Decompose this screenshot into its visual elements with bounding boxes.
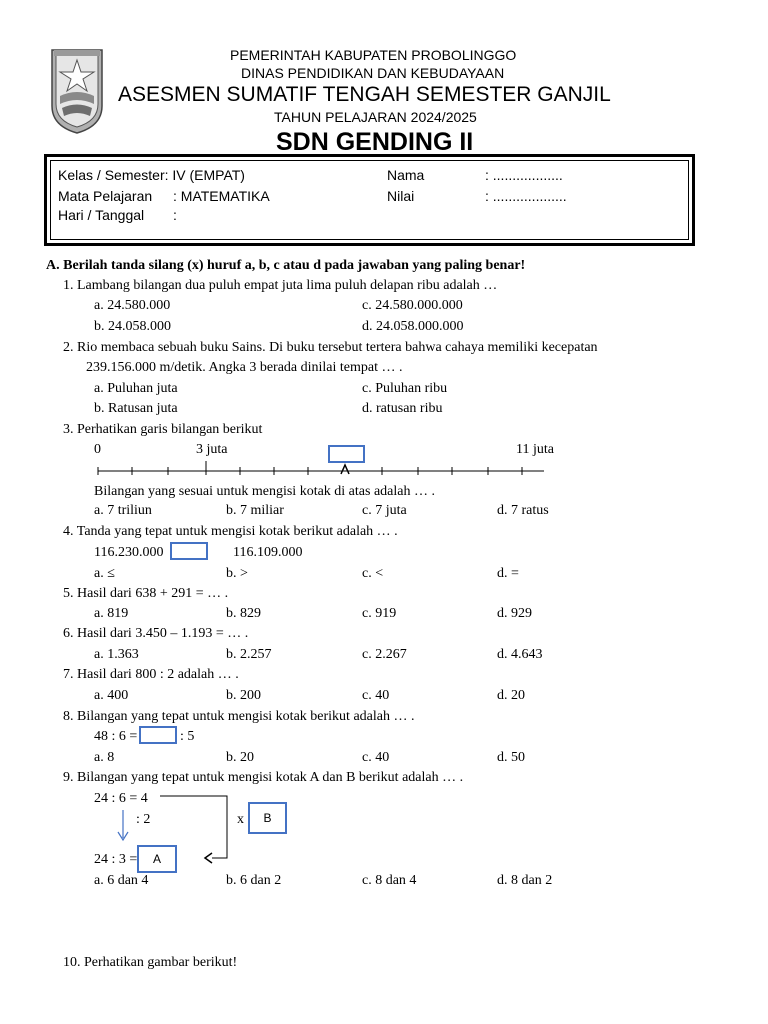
q7-option-a: a. 400 — [94, 688, 129, 703]
q9-equation-1: 24 : 6 = 4 — [94, 791, 148, 806]
q9-text: 9. Bilangan yang tepat untuk mengisi kotak A dan B berikut adalah … . — [63, 770, 464, 785]
q4-left-number: 116.230.000 — [94, 545, 164, 560]
q5-option-b: b. 829 — [226, 606, 261, 621]
q8-option-d: d. 50 — [497, 750, 525, 765]
q9-divide-label: : 2 — [136, 812, 151, 827]
q3-option-a: a. 7 triliun — [94, 503, 152, 518]
q3-option-d: d. 7 ratus — [497, 503, 549, 518]
q8-left: 48 : 6 = — [94, 729, 138, 744]
q1-option-d: d. 24.058.000.000 — [362, 319, 464, 334]
q10-text: 10. Perhatikan gambar berikut! — [63, 955, 238, 970]
q4-option-d: d. = — [497, 566, 519, 581]
academic-year: TAHUN PELAJARAN 2024/2025 — [274, 109, 477, 125]
q7-option-c: c. 40 — [362, 688, 390, 703]
q3-question: Bilangan yang sesuai untuk mengisi kotak di atas adalah … . — [94, 484, 435, 499]
q5-option-d: d. 929 — [497, 606, 532, 621]
exam-title: ASESMEN SUMATIF TENGAH SEMESTER GANJIL — [118, 83, 611, 106]
q8-option-c: c. 40 — [362, 750, 390, 765]
q7-text: 7. Hasil dari 800 : 2 adalah … . — [63, 667, 239, 682]
q9-option-b: b. 6 dan 2 — [226, 873, 282, 888]
section-a-instruction: A. Berilah tanda silang (x) huruf a, b, c atau d pada jawaban yang paling benar! — [46, 258, 526, 273]
q8-option-a: a. 8 — [94, 750, 115, 765]
number-line-label-11-juta: 11 juta — [516, 442, 554, 457]
score-value: : ................... — [485, 188, 567, 204]
q3-text: 3. Perhatikan garis bilangan berikut — [63, 422, 263, 437]
q6-option-a: a. 1.363 — [94, 647, 139, 662]
header-department: DINAS PENDIDIKAN DAN KEBUDAYAAN — [241, 65, 505, 81]
q3-option-c: c. 7 juta — [362, 503, 407, 518]
q6-option-b: b. 2.257 — [226, 647, 272, 662]
q6-text: 6. Hasil dari 3.450 – 1.193 = … . — [63, 626, 249, 641]
q8-text: 8. Bilangan yang tepat untuk mengisi kotak berikut adalah … . — [63, 709, 415, 724]
q4-right-number: 116.109.000 — [233, 545, 303, 560]
q5-option-c: c. 919 — [362, 606, 397, 621]
subject-label: Mata Pelajaran — [58, 188, 153, 204]
q4-option-b: b. > — [226, 566, 248, 581]
q9-option-c: c. 8 dan 4 — [362, 873, 417, 888]
q9-times-label: x — [237, 812, 244, 827]
q2-text-line2: 239.156.000 m/detik. Angka 3 berada dinilai tempat … . — [86, 360, 403, 375]
q8-option-b: b. 20 — [226, 750, 254, 765]
q9-option-a: a. 6 dan 4 — [94, 873, 149, 888]
q4-text: 4. Tanda yang tepat untuk mengisi kotak berikut adalah … . — [63, 524, 398, 539]
score-label: Nilai — [387, 188, 415, 204]
q1-option-c: c. 24.580.000.000 — [362, 298, 463, 313]
q2-option-c: c. Puluhan ribu — [362, 381, 448, 396]
school-name: SDN GENDING II — [276, 128, 474, 156]
q4-option-c: c. < — [362, 566, 384, 581]
q9-option-d: d. 8 dan 2 — [497, 873, 553, 888]
q5-text: 5. Hasil dari 638 + 291 = … . — [63, 586, 229, 601]
q2-option-a: a. Puluhan juta — [94, 381, 178, 396]
q7-option-d: d. 20 — [497, 688, 525, 703]
q8-right: : 5 — [180, 729, 195, 744]
header-government: PEMERINTAH KABUPATEN PROBOLINGGO — [230, 47, 517, 63]
q4-option-a: a. ≤ — [94, 566, 115, 581]
q2-option-b: b. Ratusan juta — [94, 401, 178, 416]
q6-option-c: c. 2.267 — [362, 647, 407, 662]
q2-text-line1: 2. Rio membaca sebuah buku Sains. Di buku tersebut tertera bahwa cahaya memiliki kecepatan — [63, 340, 598, 355]
name-label: Nama — [387, 167, 425, 183]
q9-equation-2: 24 : 3 = — [94, 852, 138, 867]
q2-option-d: d. ratusan ribu — [362, 401, 443, 416]
number-line-label-0: 0 — [94, 442, 101, 457]
q7-option-b: b. 200 — [226, 688, 261, 703]
class-semester-label: Kelas / Semester: IV (EMPAT) — [58, 167, 245, 183]
date-label: Hari / Tanggal — [58, 207, 145, 223]
q1-option-a: a. 24.580.000 — [94, 298, 171, 313]
q9-box-a-label: A — [152, 852, 161, 866]
q1-text: 1. Lambang bilangan dua puluh empat juta lima puluh delapan ribu adalah … — [63, 278, 498, 293]
q1-option-b: b. 24.058.000 — [94, 319, 171, 334]
q6-option-d: d. 4.643 — [497, 647, 543, 662]
q9-box-b-label: B — [263, 811, 272, 825]
q5-option-a: a. 819 — [94, 606, 129, 621]
name-value: : .................. — [485, 167, 563, 183]
date-value: : — [173, 207, 177, 223]
q3-option-b: b. 7 miliar — [226, 503, 284, 518]
subject-value: : MATEMATIKA — [173, 188, 270, 204]
number-line-label-3-juta: 3 juta — [196, 442, 228, 457]
